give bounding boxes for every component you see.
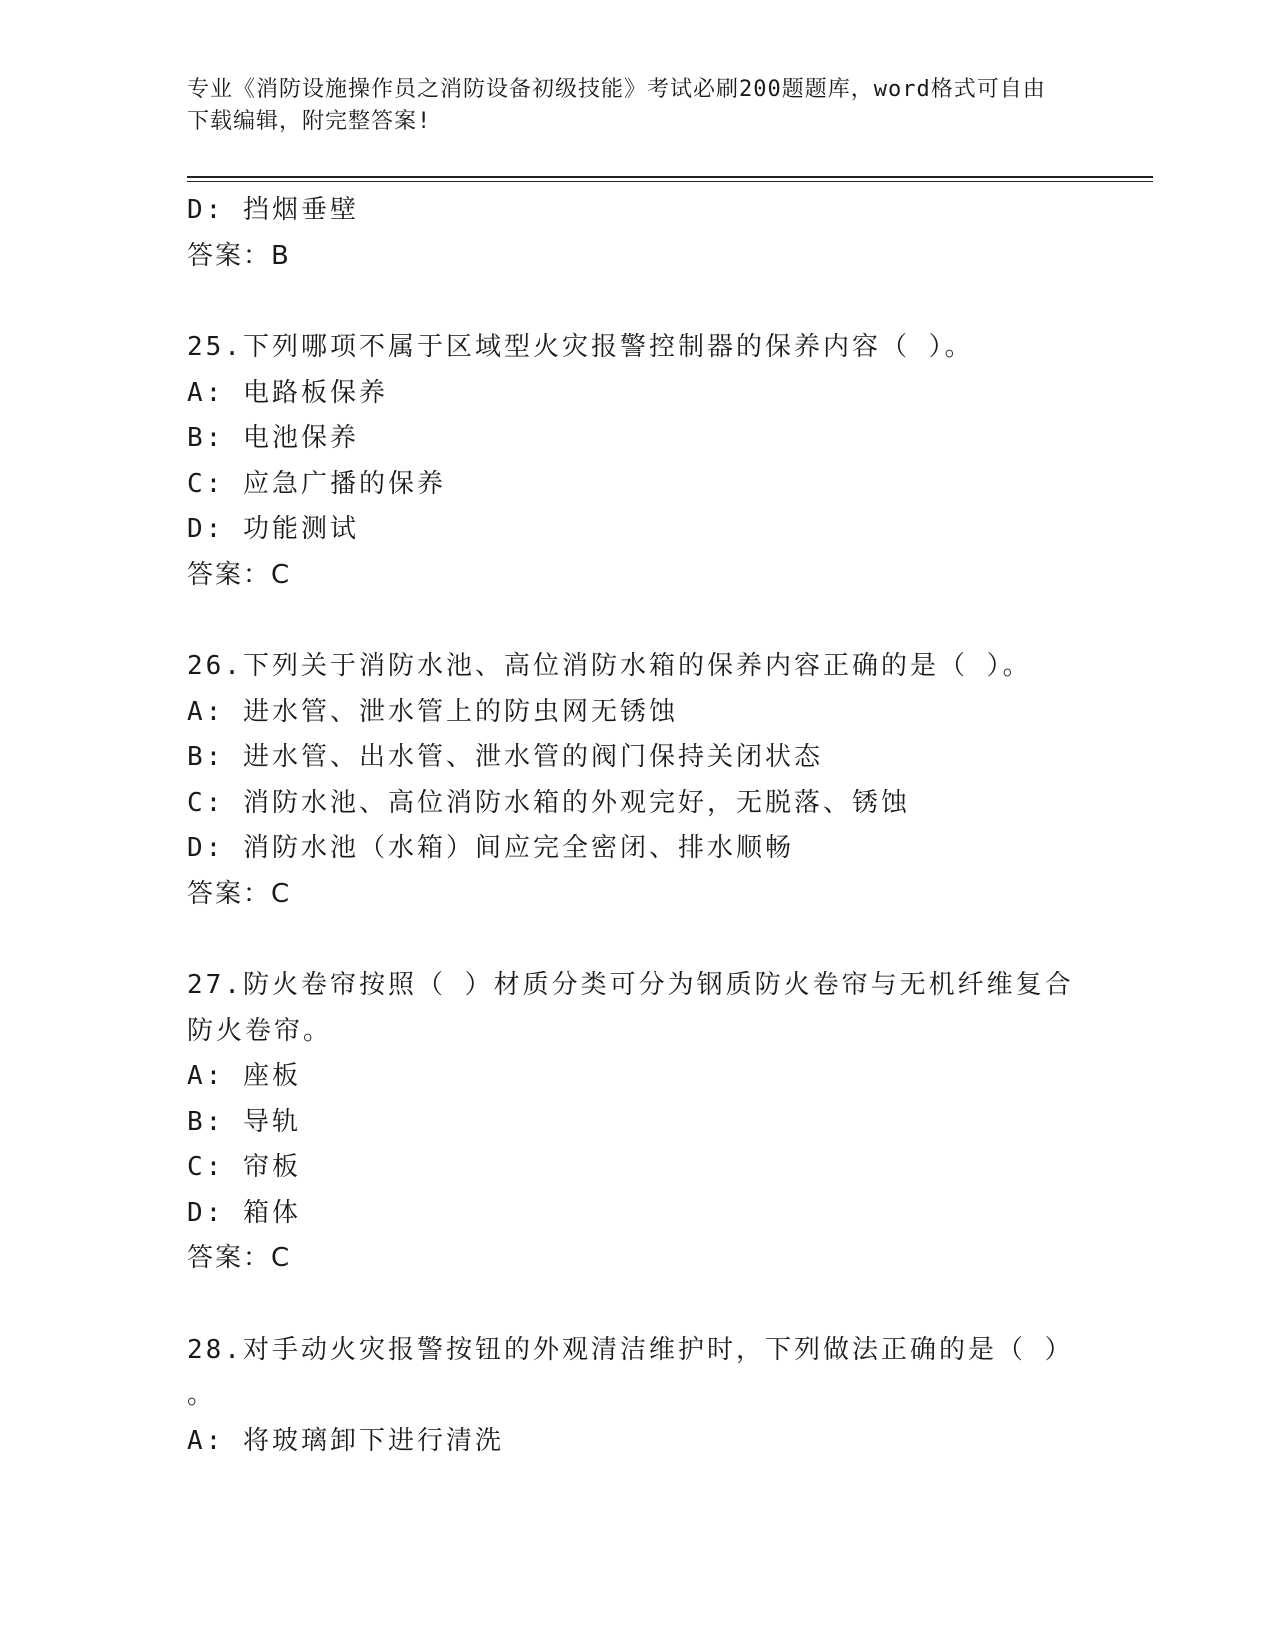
- spacer: [187, 1282, 1087, 1328]
- question-26: [187, 644, 1087, 917]
- option-b: B: 导轨: [187, 1106, 301, 1137]
- question-27: [187, 963, 1087, 1282]
- option-a: A: 电路板保养: [187, 377, 388, 408]
- answer: 答案：C: [187, 559, 292, 590]
- prev-question-option-d: D: 挡烟垂壁: [187, 195, 359, 225]
- option-a: A: 进水管、泄水管上的防虫网无锈蚀: [187, 696, 678, 727]
- prev-question-answer: 答案：B: [187, 240, 291, 271]
- option-d: D: 消防水池（水箱）间应完全密闭、排水顺畅: [187, 833, 794, 863]
- option-c: C: 帘板: [187, 1152, 301, 1182]
- header-divider: [187, 176, 1153, 182]
- question-stem-line-2: 防火卷帘。: [187, 1015, 333, 1046]
- option-c: C: 应急广播的保养: [187, 468, 446, 499]
- answer: 答案：C: [187, 878, 292, 909]
- question-stem: 26.下列关于消防水池、高位消防水箱的保养内容正确的是（ ）。: [187, 651, 1032, 681]
- question-stem-line-1: 27.防火卷帘按照（ ）材质分类可分为钢质防火卷帘与无机纤维复合: [187, 970, 1074, 1000]
- question-list: [187, 188, 1087, 1464]
- answer: 答案：C: [187, 1243, 292, 1273]
- option-a: A: 座板: [187, 1061, 301, 1091]
- option-a: A: 将玻璃卸下进行清洗: [187, 1425, 504, 1456]
- question-stem-line-2: 。: [187, 1380, 217, 1410]
- option-c: C: 消防水池、高位消防水箱的外观完好，无脱落、锈蚀: [187, 787, 910, 818]
- question-25: [187, 325, 1087, 598]
- question-28: [187, 1328, 1087, 1465]
- option-d: D: 箱体: [187, 1197, 301, 1228]
- option-b: B: 电池保养: [187, 423, 359, 453]
- option-d: D: 功能测试: [187, 514, 359, 544]
- question-stem-line-1: 28.对手动火灾报警按钮的外观清洁维护时，下列做法正确的是（ ）: [187, 1334, 1074, 1365]
- spacer: [187, 598, 1087, 644]
- question-stem: 25.下列哪项不属于区域型火灾报警控制器的保养内容（ ）。: [187, 332, 974, 362]
- spacer: [187, 279, 1087, 325]
- document-header: 专业《消防设施操作员之消防设备初级技能》考试必刷200题题库，word格式可自由下载编辑，附完整答案!: [187, 77, 1046, 134]
- spacer: [187, 917, 1087, 963]
- option-b: B: 进水管、出水管、泄水管的阀门保持关闭状态: [187, 742, 823, 772]
